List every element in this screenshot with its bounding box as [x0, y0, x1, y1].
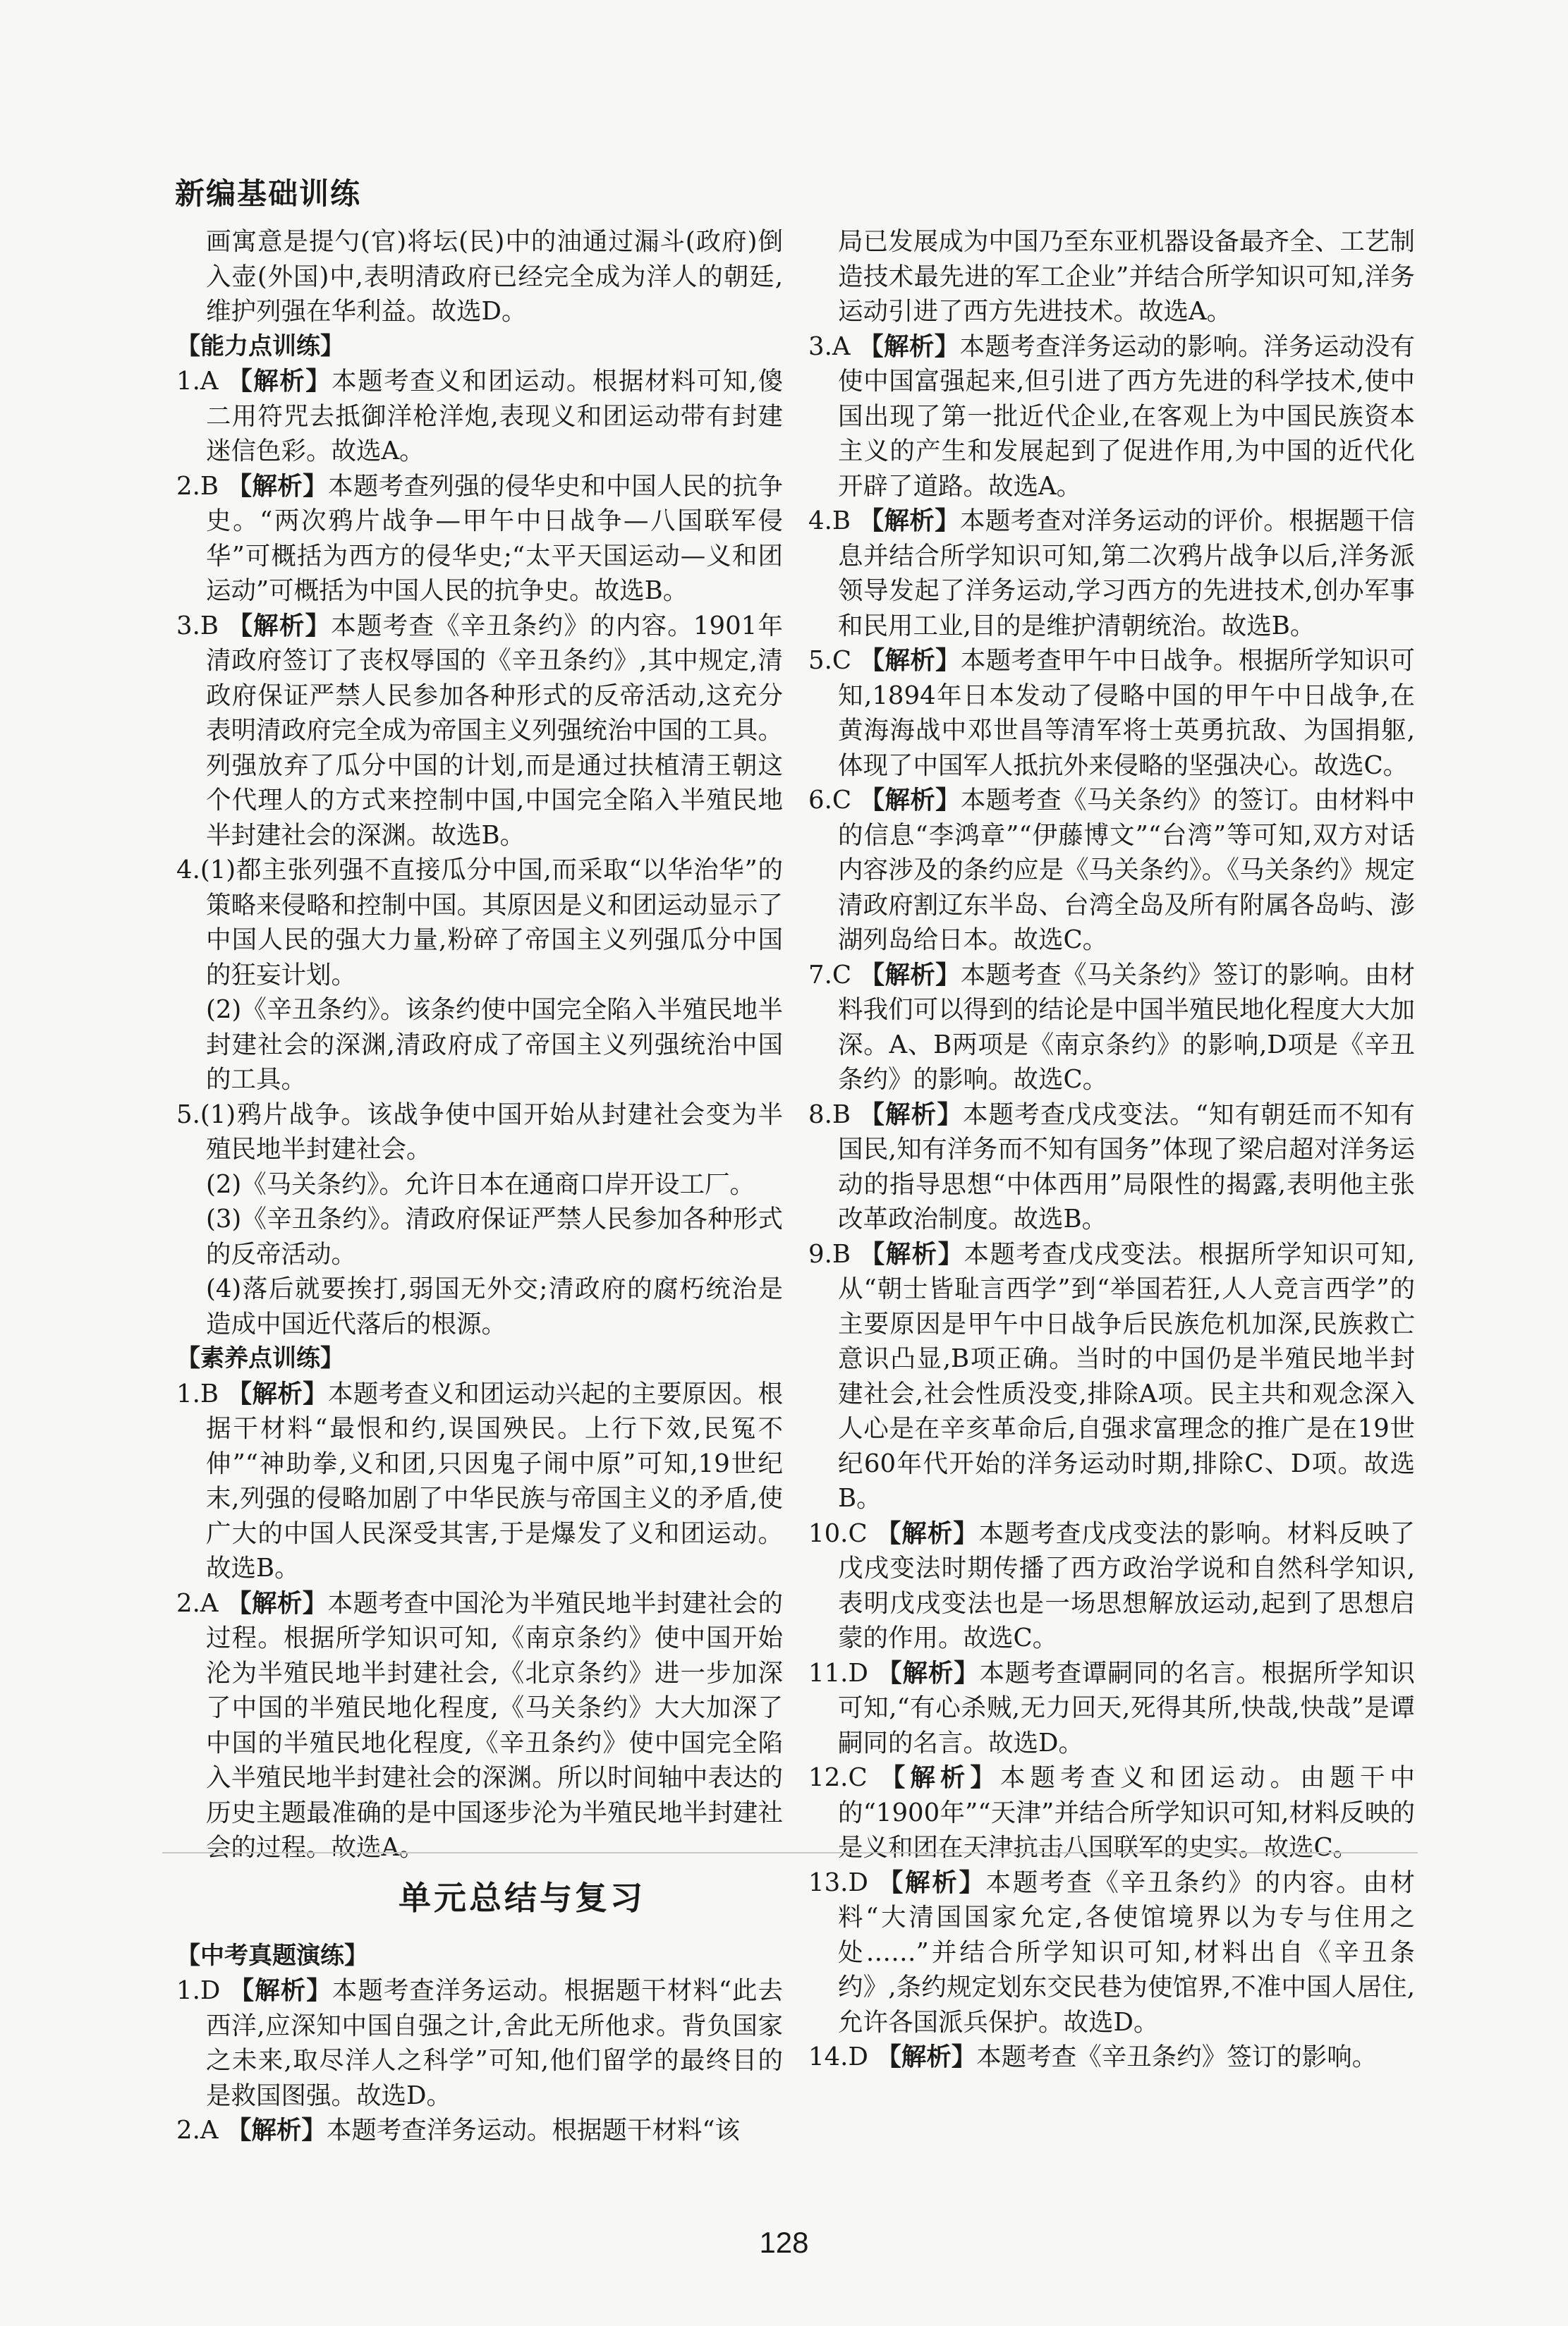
- answer-item: 3.B 【解析】本题考查《辛丑条约》的内容。1901年清政府签订了丧权辱国的《辛丑条约》,其中规定,清政府保证严禁人民参加各种形式的反帝活动,这充分表明清政府完全成为帝国主义列强统治中国的工具。列强放弃了瓜分中国的计划,而是通过扶植清王朝这个代理人的方式来控制中国,中国完全陷入半殖民地半封建社会的深渊。故选B。: [176, 611, 783, 850]
- answer-item: 10.C 【解析】本题考查戊戌变法的影响。材料反映了戊戌变法时期传播了西方政治学说和自然科学知识,表明戊戌变法也是一场思想解放运动,起到了思想启蒙的作用。故选C。: [808, 1518, 1415, 1652]
- page-number: 128: [759, 2226, 809, 2259]
- answer-item: 7.C 【解析】本题考查《马关条约》签订的影响。由材料我们可以得到的结论是中国半殖民地化程度大大加深。A、B两项是《南京条约》的影响,D项是《辛丑条约》的影响。故选C。: [808, 960, 1415, 1094]
- answer-item: 4.B 【解析】本题考查对洋务运动的评价。根据题干信息并结合所学知识可知,第二次鸦片战争以后,洋务派领导发起了洋务运动,学习西方的先进技术,创办军事和民用工业,目的是维护清朝统治。故选B。: [808, 506, 1415, 640]
- book-title: 新编基础训练: [175, 176, 362, 211]
- answer-item: 3.A 【解析】本题考查洋务运动的影响。洋务运动没有使中国富强起来,但引进了西方先进的科学技术,使中国出现了第一批近代企业,在客观上为中国民族资本主义的产生和发展起到了促进作用,为中国的近代化开辟了道路。故选A。: [808, 331, 1415, 501]
- continuation-text: 画寓意是提勺(官)将坛(民)中的油通过漏斗(政府)倒入壶(外国)中,表明清政府已经完全成为洋人的朝廷,维护列强在华利益。故选D。: [206, 227, 783, 326]
- answer-item: 2.A 【解析】本题考查洋务运动。根据题干材料“该: [176, 2116, 740, 2145]
- unit-heading: 单元总结与复习: [399, 1878, 645, 1917]
- answer-item: 8.B 【解析】本题考查戊戌变法。“知有朝廷而不知有国民,知有洋务而不知有国务”体现了梁启超对洋务运动的指导思想“中体西用”局限性的揭露,表明他主张改革政治制度。故选B。: [808, 1100, 1415, 1234]
- left-column: [176, 224, 783, 2148]
- answer-item: 2.B 【解析】本题考查列强的侵华史和中国人民的抗争史。“两次鸦片战争—甲午中日战争—八国联军侵华”可概括为西方的侵华史;“太平天国运动—义和团运动”可概括为中国人民的抗争史。故选B。: [176, 471, 783, 605]
- continuation-text: 局已发展成为中国乃至东亚机器设备最齐全、工艺制造技术最先进的军工企业”并结合所学知识可知,洋务运动引进了西方先进技术。故选A。: [838, 227, 1415, 326]
- page-divider: [162, 1852, 1418, 1853]
- answer-item: 11.D 【解析】本题考查谭嗣同的名言。根据所学知识可知,“有心杀贼,无力回天,死得其所,快哉,快哉”是谭嗣同的名言。故选D。: [808, 1658, 1415, 1758]
- section-heading-ability: 【能力点训练】: [176, 331, 344, 360]
- answer-item-q5-part4: (4)落后就要挨打,弱国无外交;清政府的腐朽统治是造成中国近代落后的根源。: [206, 1274, 783, 1339]
- answer-item: 2.A 【解析】本题考查中国沦为半殖民地半封建社会的过程。根据所学知识可知,《南京条约》使中国开始沦为半殖民地半封建社会,《北京条约》进一步加深了中国的半殖民地化程度,《马关条约》大大加深了中国的半殖民地化程度,《辛丑条约》使中国完全陷入半殖民地半封建社会的深渊。所以时间轴中表达的历史主题最准确的是中国逐步沦为半殖民地半封建社会的过程。故选A。: [176, 1588, 783, 1862]
- answer-item-q5-part1: 5.(1)鸦片战争。该战争使中国开始从封建社会变为半殖民地半封建社会。: [176, 1100, 783, 1164]
- answer-item-q4-part1: 4.(1)都主张列强不直接瓜分中国,而采取“以华治华”的策略来侵略和控制中国。其原因是义和团运动显示了中国人民的强大力量,粉碎了帝国主义列强瓜分中国的狂妄计划。: [176, 855, 783, 990]
- answer-item: 9.B 【解析】本题考查戊戌变法。根据所学知识可知,从“朝士皆耻言西学”到“举国若狂,人人竞言西学”的主要原因是甲午中日战争后民族危机加深,民族救亡意识凸显,B项正确。当时的中国仍是半殖民地半封建社会,社会性质没变,排除A项。民主共和观念深入人心是在辛亥革命后,自强求富理念的推广是在19世纪60年代开始的洋务运动时期,排除C、D项。故选B。: [808, 1239, 1415, 1513]
- answer-item: 1.B 【解析】本题考查义和团运动兴起的主要原因。根据干材料“最恨和约,误国殃民。上行下效,民冤不伸”“神助拳,义和团,只因鬼子闹中原”可知,19世纪末,列强的侵略加剧了中华民族与帝国主义的矛盾,使广大的中国人民深受其害,于是爆发了义和团运动。故选B。: [176, 1379, 783, 1583]
- answer-item: 12.C 【解析】本题考查义和团运动。由题干中的“1900年”“天津”并结合所学知识可知,材料反映的是义和团在天津抗击八国联军的史实。故选C。: [808, 1763, 1415, 1862]
- answer-item-q5-part3: (3)《辛丑条约》。清政府保证严禁人民参加各种形式的反帝活动。: [206, 1205, 783, 1269]
- answer-item: 5.C 【解析】本题考查甲午中日战争。根据所学知识可知,1894年日本发动了侵略中国的甲午中日战争,在黄海海战中邓世昌等清军将士英勇抗敌、为国捐躯,体现了中国军人抵抗外来侵略的坚强决心。故选C。: [808, 646, 1415, 780]
- answer-item-q4-part2: (2)《辛丑条约》。该条约使中国完全陷入半殖民地半封建社会的深渊,清政府成了帝国主义列强统治中国的工具。: [206, 995, 783, 1094]
- right-column: [808, 224, 1415, 2075]
- answer-item-q5-part2: (2)《马关条约》。允许日本在通商口岸开设工厂。: [206, 1169, 755, 1199]
- answer-item: 6.C 【解析】本题考查《马关条约》的签订。由材料中的信息“李鸿章”“伊藤博文”“台湾”等可知,双方对话内容涉及的条约应是《马关条约》。《马关条约》规定清政府割辽东半岛、台湾全岛及所有附属各岛屿、澎湖列岛给日本。故选C。: [808, 786, 1415, 954]
- answer-item: 14.D 【解析】本题考查《辛丑条约》签订的影响。: [808, 2042, 1378, 2071]
- section-heading-exam: 【中考真题演练】: [176, 1941, 368, 1970]
- section-heading-literacy: 【素养点训练】: [176, 1344, 344, 1372]
- answer-item: 1.A 【解析】本题考查义和团运动。根据材料可知,傻二用符咒去抵御洋枪洋炮,表现义和团运动带有封建迷信色彩。故选A。: [176, 367, 783, 465]
- answer-item: 1.D 【解析】本题考查洋务运动。根据题干材料“此去西洋,应深知中国自强之计,舍此无所他求。背负国家之未来,取尽洋人之科学”可知,他们留学的最终目的是救国图强。故选D。: [176, 1976, 783, 2110]
- answer-item: 13.D 【解析】本题考查《辛丑条约》的内容。由材料“大清国国家允定,各使馆境界以为专与住用之处……”并结合所学知识可知,材料出自《辛丑条约》,条约规定划东交民巷为使馆界,不准中国人居住,允许各国派兵保护。故选D。: [808, 1868, 1415, 2037]
